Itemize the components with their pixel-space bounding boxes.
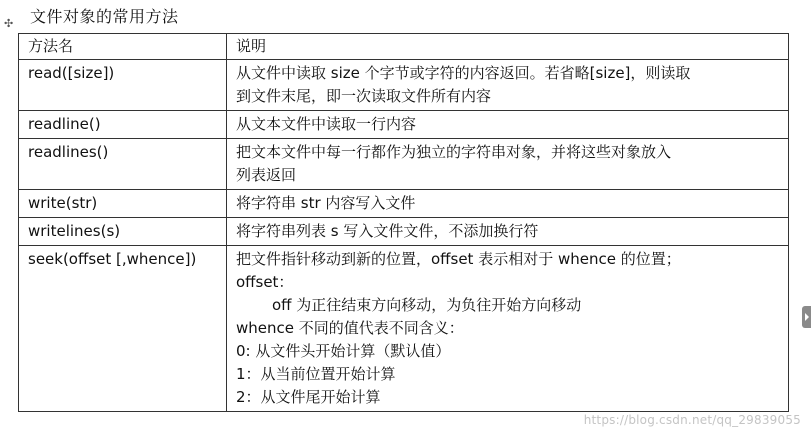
description-line: whence 不同的值代表不同含义： xyxy=(236,319,464,337)
table-row xyxy=(19,246,789,412)
method-description xyxy=(227,60,789,111)
description-line: 将字符串列表 s 写入文件文件，不添加换行符 xyxy=(236,222,539,240)
method-name: read([size]) xyxy=(19,60,227,111)
method-description xyxy=(227,190,789,218)
method-name: readline() xyxy=(19,111,227,139)
watermark: https://blog.csdn.net/qq_29839055 xyxy=(583,413,801,427)
header-description: 说明 xyxy=(227,34,789,60)
description-line: 列表返回 xyxy=(236,166,297,184)
description-line: 1：从当前位置开始计算 xyxy=(236,365,396,383)
description-line: 把文本文件中每一行都作为独立的字符串对象，并将这些对象放入 xyxy=(236,143,672,161)
method-description xyxy=(227,218,789,246)
method-name: seek(offset [,whence]) xyxy=(19,246,227,412)
table-row xyxy=(19,60,789,111)
method-name: writelines(s) xyxy=(19,218,227,246)
method-description xyxy=(227,139,789,190)
table-header-row xyxy=(19,34,789,60)
description-line: 2：从文件尾开始计算 xyxy=(236,388,381,406)
description-line: off 为正往结束方向移动，为负往开始方向移动 xyxy=(272,296,582,314)
method-description xyxy=(227,111,789,139)
description-line: 把文件指针移动到新的位置，offset 表示相对于 whence 的位置； xyxy=(236,250,681,268)
description-line: 将字符串 str 内容写入文件 xyxy=(236,194,416,212)
table-move-handle-icon[interactable]: ✣ xyxy=(4,17,14,30)
header-method-name: 方法名 xyxy=(19,34,227,60)
methods-table xyxy=(18,33,789,412)
method-description xyxy=(227,246,789,412)
description-line: offset： xyxy=(236,273,294,291)
table-row xyxy=(19,218,789,246)
page-title: 文件对象的常用方法 xyxy=(30,7,179,26)
table-row xyxy=(19,139,789,190)
description-line: 到文件末尾，即一次读取文件所有内容 xyxy=(236,87,492,105)
table-row xyxy=(19,111,789,139)
description-line: 从文件中读取 size 个字节或字符的内容返回。若省略[size]，则读取 xyxy=(236,64,691,82)
method-name: readlines() xyxy=(19,139,227,190)
scroll-arrow-icon[interactable] xyxy=(802,306,811,328)
description-line: 从文本文件中读取一行内容 xyxy=(236,115,417,133)
table-row xyxy=(19,190,789,218)
method-name: write(str) xyxy=(19,190,227,218)
description-line: 0: 从文件头开始计算（默认值） xyxy=(236,342,451,360)
